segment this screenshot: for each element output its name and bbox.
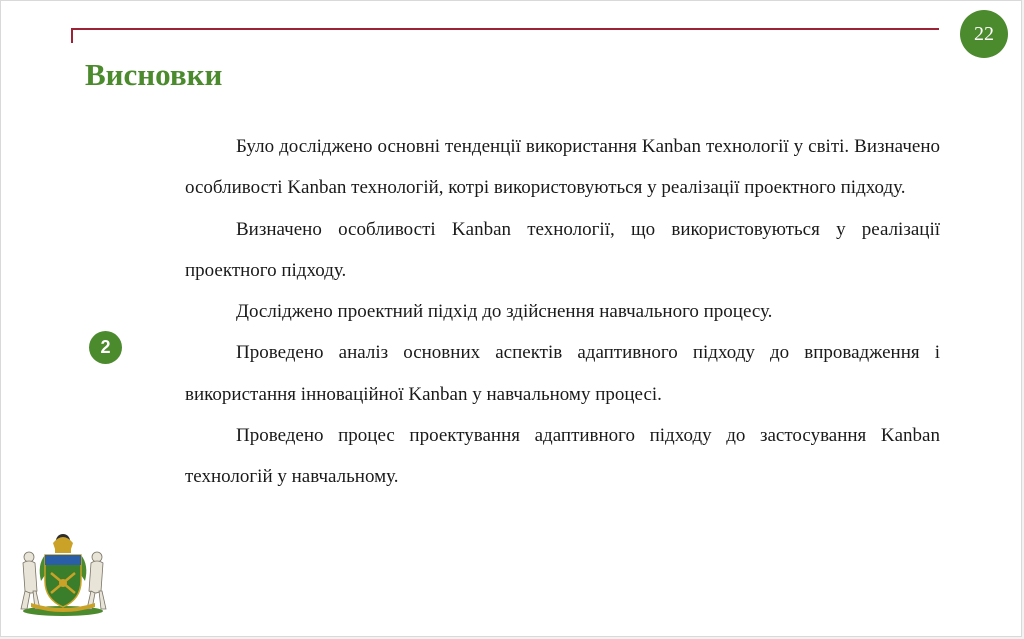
paragraph: Проведено аналіз основних аспектів адаптивного підходу до впровадження і використання інноваційної Kanban у навчальному процесі.	[185, 342, 940, 405]
page-number-badge: 22	[960, 10, 1008, 58]
paragraph: Визначено особливості Kanban технології, що використовуються у реалізації проектного підходу.	[185, 218, 940, 281]
university-coat-of-arms-icon	[15, 529, 111, 619]
conclusions-body	[185, 126, 940, 498]
slide-title: Висновки	[85, 57, 223, 92]
paragraph: Проведено процес проектування адаптивного підходу до застосування Kanban технологій у навчальному.	[185, 425, 940, 488]
top-rule	[71, 28, 939, 30]
section-number-badge: 2	[89, 331, 122, 364]
paragraph: Було досліджено основні тенденції використання Kanban технології у світі. Визначено особливості Kanban технологій, котрі використовуються у реалізації проектного підходу.	[185, 136, 940, 199]
top-rule-tick	[71, 28, 73, 43]
paragraph: Досліджено проектний підхід до здійснення навчального процесу.	[236, 301, 773, 323]
